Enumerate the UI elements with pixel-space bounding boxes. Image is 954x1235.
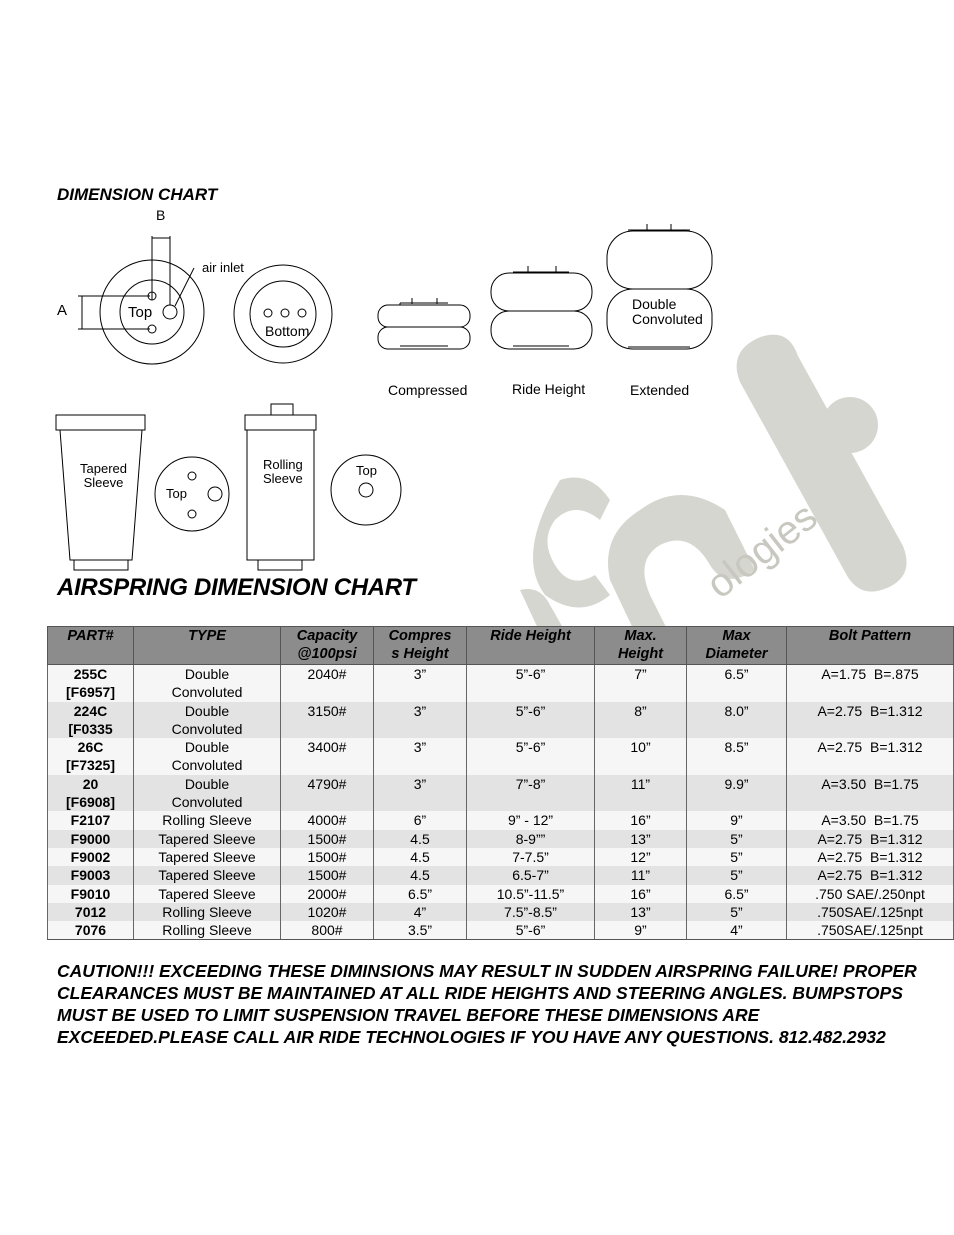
cell-max-diameter: 4” (687, 921, 787, 940)
cell-max-height: 13” (595, 830, 687, 848)
cell-ride-height: 8-9”” (467, 830, 595, 848)
cell-compress-height: 3” (374, 738, 467, 775)
cell-bolt-pattern: A=2.75 B=1.312 (787, 830, 954, 848)
cell-max-height: 7” (595, 665, 687, 702)
cell-part: F9002 (48, 848, 134, 866)
cell-max-diameter: 5” (687, 866, 787, 884)
column-header-max-diameter: Max Diameter (687, 627, 787, 665)
cell-max-height: 8” (595, 702, 687, 739)
cell-max-height: 9” (595, 921, 687, 940)
cell-bolt-pattern: A=2.75 B=1.312 (787, 738, 954, 775)
table-row (48, 885, 954, 903)
cell-ride-height: 7.5”-8.5” (467, 903, 595, 921)
air-inlet-label: air inlet (202, 260, 244, 275)
column-header-capacity: Capacity @100psi (281, 627, 374, 665)
cell-bolt-pattern: A=3.50 B=1.75 (787, 811, 954, 829)
table-row (48, 866, 954, 884)
cell-part: 7076 (48, 921, 134, 940)
table-row (48, 921, 954, 940)
table-row (48, 903, 954, 921)
tapered-sleeve-diagram (56, 415, 145, 570)
cell-capacity: 1020# (281, 903, 374, 921)
cell-max-diameter: 5” (687, 848, 787, 866)
cell-max-height: 13” (595, 903, 687, 921)
dimension-chart-title: DIMENSION CHART (57, 185, 218, 204)
cell-ride-height: 7”-8” (467, 775, 595, 812)
cell-capacity: 2040# (281, 665, 374, 702)
cell-bolt-pattern: .750SAE/.125npt (787, 921, 954, 940)
cell-bolt-pattern: A=2.75 B=1.312 (787, 702, 954, 739)
ride-height-label: Ride Height (512, 381, 586, 397)
cell-ride-height: 5”-6” (467, 921, 595, 940)
cell-ride-height: 6.5-7” (467, 866, 595, 884)
cell-ride-height: 5”-6” (467, 702, 595, 739)
cell-ride-height: 7-7.5” (467, 848, 595, 866)
cell-bolt-pattern: A=2.75 B=1.312 (787, 866, 954, 884)
column-header-part: PART# (48, 627, 134, 665)
cell-capacity: 3400# (281, 738, 374, 775)
table-body (48, 665, 954, 940)
cell-compress-height: 4.5 (374, 866, 467, 884)
column-header-ride-height: Ride Height (467, 627, 595, 665)
table-row (48, 665, 954, 702)
cell-type: Rolling Sleeve (134, 811, 281, 829)
cell-max-height: 11” (595, 866, 687, 884)
cell-part: F2107 (48, 811, 134, 829)
cell-type: Tapered Sleeve (134, 885, 281, 903)
cell-part: 224C [F0335 (48, 702, 134, 739)
airspring-diagram (0, 0, 954, 575)
cell-max-diameter: 5” (687, 903, 787, 921)
column-header-compress-height: Compres s Height (374, 627, 467, 665)
cell-max-height: 16” (595, 811, 687, 829)
cell-part: F9003 (48, 866, 134, 884)
top-view-diagram (78, 236, 204, 364)
rolling-sleeve-label: Rolling Sleeve (263, 457, 303, 486)
cell-compress-height: 3.5” (374, 921, 467, 940)
caution-notice: CAUTION!!! EXCEEDING THESE DIMINSIONS MAY RESULT IN SUDDEN AIRSPRING FAILURE! PROPER CLEARANCES MUST BE MAINTAINED AT ALL RIDE HEIGHTS AND STEERING ANGLES. BUMPSTOPS MUST BE USED TO LIMIT SUSPENSION TRAVEL BEFORE THESE DIMENSIONS ARE EXCEEDED.PLEASE CALL AIR RIDE TECHNOLOGIES IF YOU HAVE ANY QUESTIONS. 812.482.2932 (57, 961, 917, 1047)
top-view-label: Top (128, 304, 153, 321)
cell-type: Double Convoluted (134, 775, 281, 812)
cell-max-height: 12” (595, 848, 687, 866)
table-row (48, 830, 954, 848)
dimension-a-label: A (57, 302, 68, 319)
cell-max-diameter: 8.5” (687, 738, 787, 775)
table-row (48, 738, 954, 775)
column-header-max-height: Max. Height (595, 627, 687, 665)
bottom-view-label: Bottom (265, 323, 310, 339)
cell-max-height: 10” (595, 738, 687, 775)
cell-type: Tapered Sleeve (134, 830, 281, 848)
cell-compress-height: 4.5 (374, 848, 467, 866)
airspring-chart-title: AIRSPRING DIMENSION CHART (57, 574, 416, 601)
cell-compress-height: 6.5” (374, 885, 467, 903)
cell-ride-height: 5”-6” (467, 738, 595, 775)
cell-type: Tapered Sleeve (134, 848, 281, 866)
rolling-sleeve-diagram (245, 404, 316, 570)
cell-bolt-pattern: A=1.75 B=.875 (787, 665, 954, 702)
cell-type: Tapered Sleeve (134, 866, 281, 884)
cell-type: Rolling Sleeve (134, 903, 281, 921)
column-header-type: TYPE (134, 627, 281, 665)
cell-capacity: 4000# (281, 811, 374, 829)
tapered-sleeve-label: Tapered Sleeve (80, 461, 127, 490)
compressed-diagram (378, 298, 470, 349)
cell-max-diameter: 5” (687, 830, 787, 848)
cell-max-diameter: 9.9” (687, 775, 787, 812)
double-convoluted-label: Double Convoluted (632, 296, 703, 327)
cell-type: Rolling Sleeve (134, 921, 281, 940)
rolling-sleeve-top-label: Top (356, 463, 377, 478)
cell-part: 26C [F7325] (48, 738, 134, 775)
cell-type: Double Convoluted (134, 738, 281, 775)
compressed-label: Compressed (388, 382, 468, 398)
extended-diagram (607, 224, 712, 349)
cell-ride-height: 5”-6” (467, 665, 595, 702)
column-header-bolt-pattern: Bolt Pattern (787, 627, 954, 665)
cell-max-diameter: 6.5” (687, 885, 787, 903)
cell-compress-height: 6” (374, 811, 467, 829)
cell-bolt-pattern: A=2.75 B=1.312 (787, 848, 954, 866)
cell-capacity: 1500# (281, 866, 374, 884)
cell-max-diameter: 9” (687, 811, 787, 829)
table-row (48, 811, 954, 829)
cell-max-diameter: 6.5” (687, 665, 787, 702)
table-row (48, 702, 954, 739)
table-header-row (48, 627, 954, 665)
dimension-b-label: B (156, 207, 166, 223)
cell-max-height: 11” (595, 775, 687, 812)
cell-part: 20 [F6908] (48, 775, 134, 812)
cell-part: 7012 (48, 903, 134, 921)
ride-height-diagram (491, 266, 592, 349)
tapered-sleeve-top-label: Top (166, 486, 187, 501)
cell-bolt-pattern: .750SAE/.125npt (787, 903, 954, 921)
cell-capacity: 2000# (281, 885, 374, 903)
cell-compress-height: 3” (374, 775, 467, 812)
cell-max-height: 16” (595, 885, 687, 903)
cell-type: Double Convoluted (134, 665, 281, 702)
airspring-dimension-table (47, 626, 954, 940)
watermark-text: ologies (698, 494, 826, 608)
cell-compress-height: 3” (374, 665, 467, 702)
extended-label: Extended (630, 382, 690, 398)
cell-part: F9010 (48, 885, 134, 903)
cell-ride-height: 10.5”-11.5” (467, 885, 595, 903)
cell-capacity: 4790# (281, 775, 374, 812)
cell-bolt-pattern: .750 SAE/.250npt (787, 885, 954, 903)
table-row (48, 775, 954, 812)
table-row (48, 848, 954, 866)
cell-max-diameter: 8.0” (687, 702, 787, 739)
cell-compress-height: 4.5 (374, 830, 467, 848)
cell-capacity: 1500# (281, 848, 374, 866)
cell-capacity: 800# (281, 921, 374, 940)
cell-compress-height: 4” (374, 903, 467, 921)
cell-ride-height: 9” - 12” (467, 811, 595, 829)
cell-capacity: 3150# (281, 702, 374, 739)
cell-capacity: 1500# (281, 830, 374, 848)
bottom-view-diagram (234, 265, 332, 363)
cell-part: F9000 (48, 830, 134, 848)
cell-part: 255C [F6957] (48, 665, 134, 702)
cell-compress-height: 3” (374, 702, 467, 739)
cell-bolt-pattern: A=3.50 B=1.75 (787, 775, 954, 812)
cell-type: Double Convoluted (134, 702, 281, 739)
